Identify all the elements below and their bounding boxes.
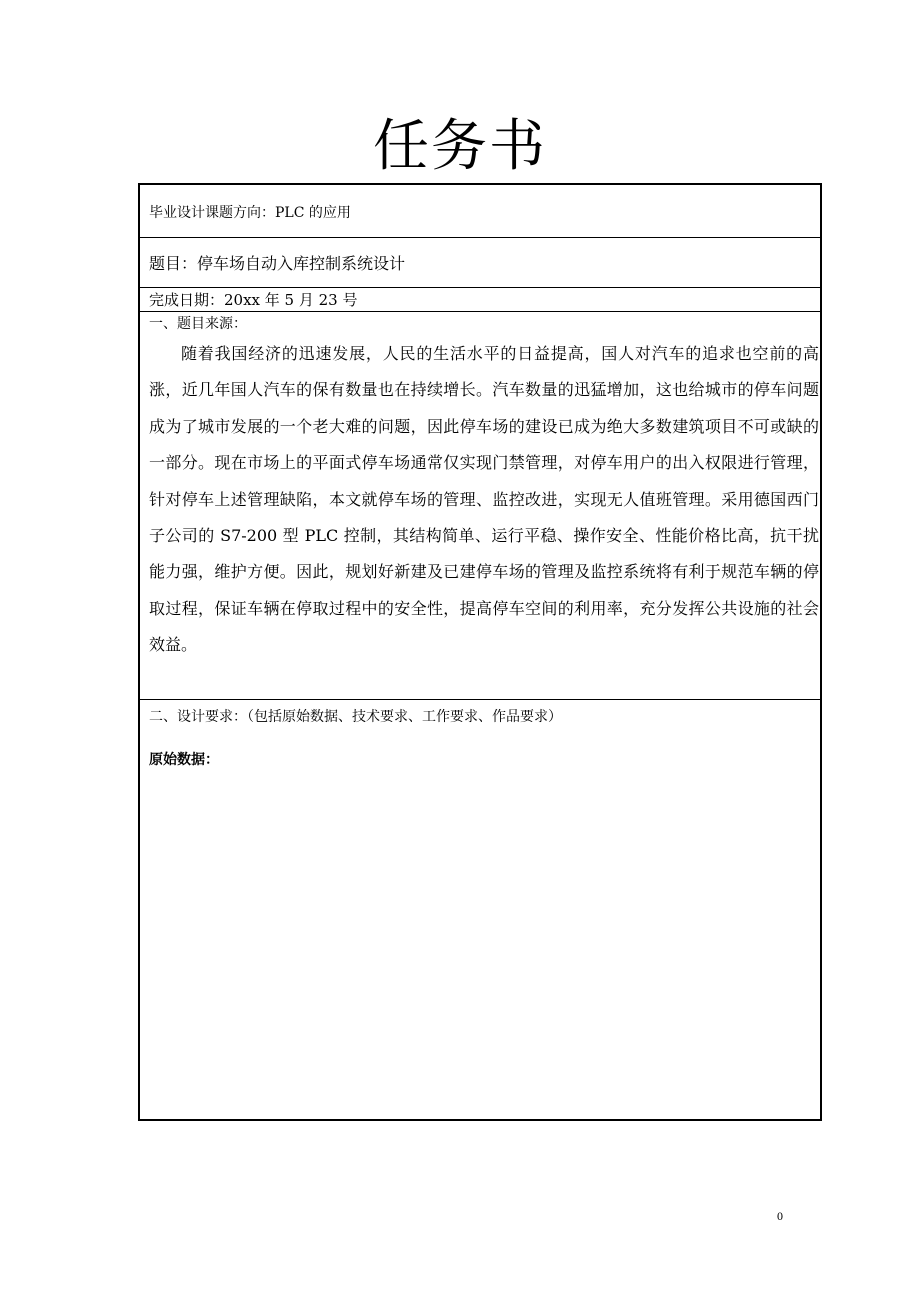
document-title: 任务书 xyxy=(373,114,547,179)
topic-source-section xyxy=(140,312,820,700)
design-direction-text: 毕业设计课题方向：PLC 的应用 xyxy=(149,205,351,221)
topic-source-heading: 一、题目来源： xyxy=(149,316,247,332)
design-direction-row xyxy=(140,185,820,238)
raw-data-label: 原始数据： xyxy=(149,752,219,768)
task-form-table xyxy=(138,183,822,1121)
design-requirements-heading: 二、设计要求：（包括原始数据、技术要求、工作要求、作品要求） xyxy=(149,709,562,725)
topic-row xyxy=(140,238,820,288)
completion-date-text: 完成日期：20xx 年 5 月 23 号 xyxy=(149,291,358,309)
page-number: 0 xyxy=(777,1209,783,1223)
topic-text: 题目：停车场自动入库控制系统设计 xyxy=(149,254,406,273)
topic-source-body: 随着我国经济的迅速发展，人民的生活水平的日益提高，国人对汽车的追求也空前的高涨，近几年国人汽车的保有数量也在持续增长。汽车数量的迅猛增加，这也给城市的停车问题成为了城市发展的一个老大难的问题，因此停车场的建设已成为绝大多数建筑项目不可或缺的一部分。现在市场上的平面式停车场通常仅实现门禁管理，对停车用户的出入权限进行管理，针对停车上述管理缺陷，本文就停车场的管理、监控改进，实现无人值班管理。采用德国西门子公司的 S7-200 型 PLC 控制，其结构简单、运行平稳、操作安全、性能价格比高，抗干扰能力强，维护方便。因此，规划好新建及已建停车场的管理及监控系统将有利于规范车辆的停取过程，保证车辆在停取过程中的安全性，提高停车空间的利用率，充分发挥公共设施的社会效益。 xyxy=(149,344,819,655)
design-requirements-section xyxy=(140,700,820,1119)
completion-date-row xyxy=(140,288,820,312)
